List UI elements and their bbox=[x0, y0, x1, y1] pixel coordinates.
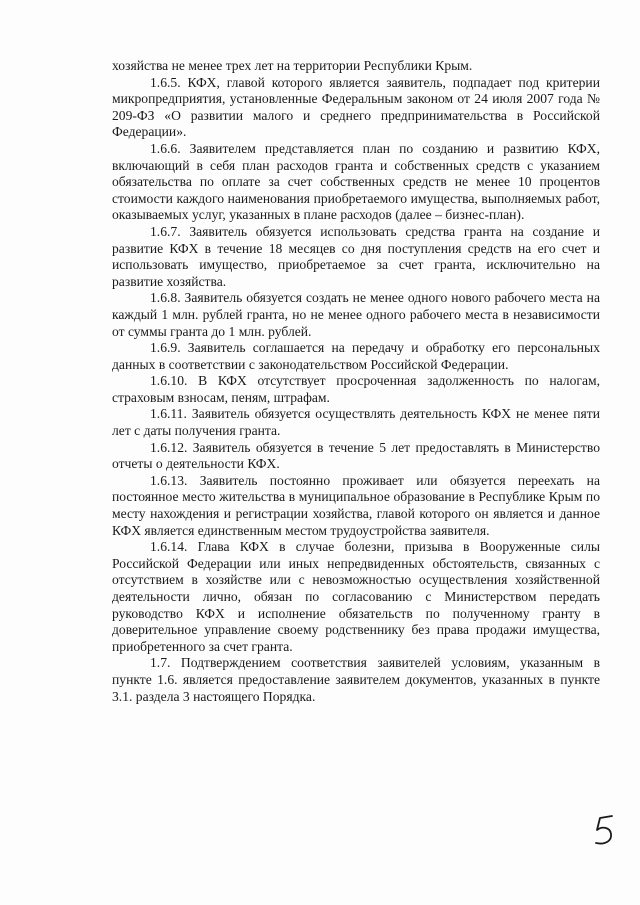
paragraph-1-6-12: 1.6.12. Заявитель обязуется в течение 5 лет предоставлять в Министерство отчеты о деятельности КФХ. bbox=[112, 439, 600, 472]
handwritten-five-icon bbox=[590, 810, 620, 850]
handwritten-page-number bbox=[590, 810, 620, 850]
paragraph-1-6-10: 1.6.10. В КФХ отсутствует просроченная задолженность по налогам, страховым взносам, пеням, штрафам. bbox=[112, 373, 600, 405]
document-body bbox=[112, 58, 600, 705]
paragraph-continuation: хозяйства не менее трех лет на территории Республики Крым. bbox=[112, 58, 473, 73]
paragraph-1-6-8: 1.6.8. Заявитель обязуется создать не менее одного нового рабочего места на каждый 1 млн. рублей гранта, но не менее одного рабочего места в независимости от суммы гранта до 1 млн. рублей. bbox=[112, 290, 600, 339]
paragraph-1-7: 1.7. Подтверждением соответствия заявителей условиям, указанным в пункте 1.6. является предоставление заявителем документов, указанных в пункте 3.1. раздела 3 настоящего Порядка. bbox=[112, 655, 600, 704]
paragraph-1-6-7: 1.6.7. Заявитель обязуется использовать средства гранта на создание и развитие КФХ в течение 18 месяцев со дня поступления средств на его счет и использовать имущество, приобретаемое за счет гранта, исключительно на развитие хозяйства. bbox=[112, 223, 600, 289]
paragraph-1-6-6: 1.6.6. Заявителем представляется план по созданию и развитию КФХ, включающий в себя план расходов гранта и собственных средств с указанием обязательства по оплате за счет собственных средств не менее 10 процентов стоимости каждого наименования приобретаемого имущества, выполняемых работ, оказываемых услуг, указанных в плане расходов (далее – бизнес-план). bbox=[112, 140, 600, 223]
paragraph-1-6-5: 1.6.5. КФХ, главой которого является заявитель, подпадает под критерии микропредприятия, установленные Федеральным законом от 24 июля 2007 года № 209-ФЗ «О развитии малого и среднего предпринимательства в Российской Федерации». bbox=[112, 74, 600, 140]
paragraph-1-6-9: 1.6.9. Заявитель соглашается на передачу и обработку его персональных данных в соответствии с законодательством Российской Федерации. bbox=[112, 340, 600, 372]
paragraph-1-6-13: 1.6.13. Заявитель постоянно проживает или обязуется переехать на постоянное место жительства в муниципальное образование в Республике Крым по месту нахождения и регистрации хозяйства, главой которого он является и данное КФХ является единственным местом трудоустройства заявителя. bbox=[112, 472, 600, 538]
paragraph-1-6-11: 1.6.11. Заявитель обязуется осуществлять деятельность КФХ не менее пяти лет с даты получения гранта. bbox=[112, 406, 600, 439]
paragraph-1-6-14: 1.6.14. Глава КФХ в случае болезни, призыва в Вооруженные силы Российской Федерации или иных непредвиденных обстоятельств, связанных с отсутствием в хозяйстве или с невозможностью осуществления хозяйственной деятельности лично, обязан по согласованию с Министерством передать руководство КФХ и исполнение обязательств по полученному гранту в доверительное управление своему родственнику без права продажи имущества, приобретенного за счет гранта. bbox=[112, 539, 600, 654]
